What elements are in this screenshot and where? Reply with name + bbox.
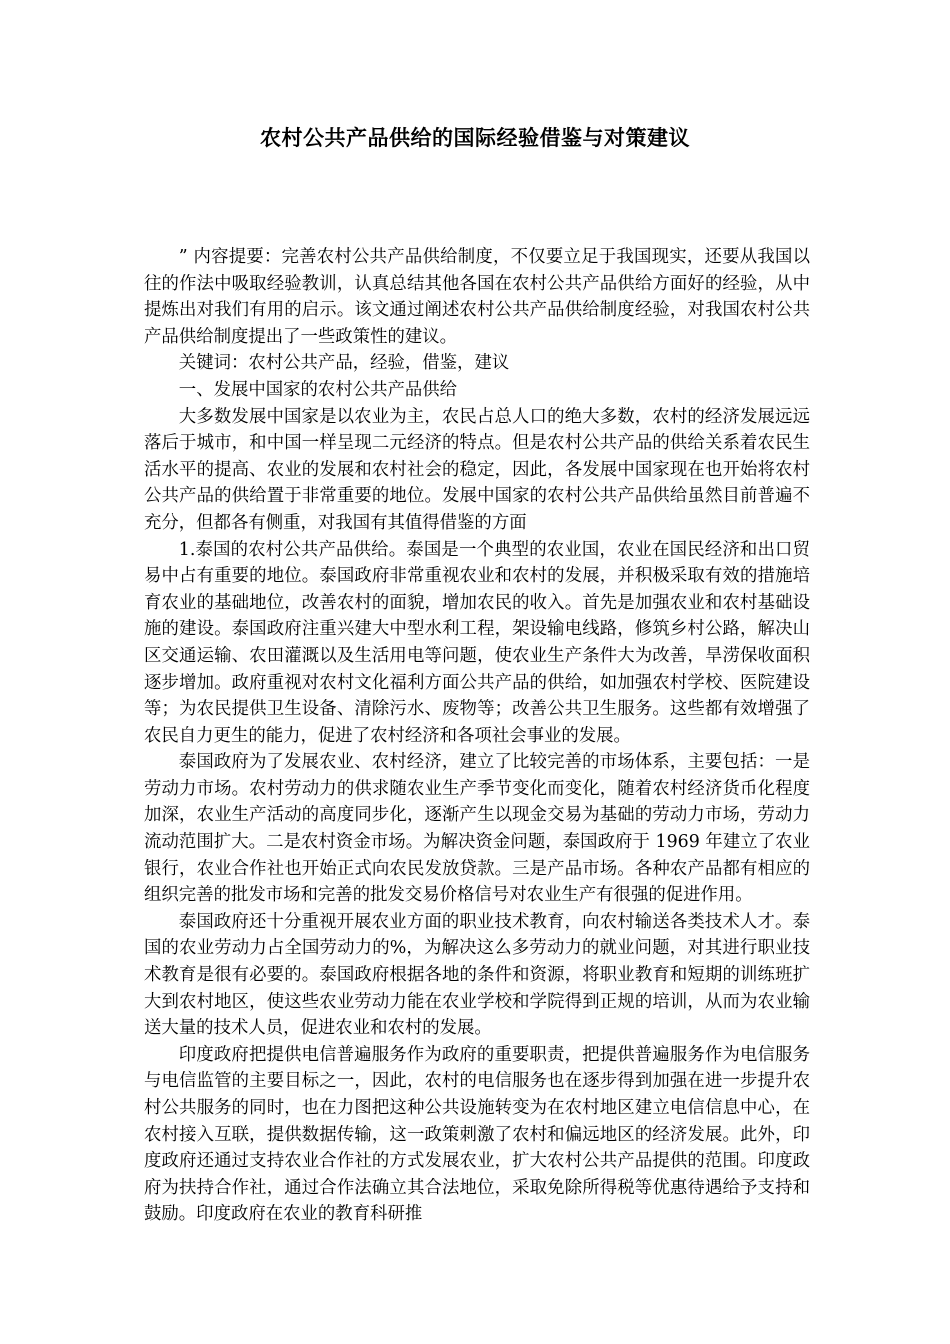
body-paragraph: 泰国政府还十分重视开展农业方面的职业技术教育，向农村输送各类技术人才。泰国的农业劳动力占全国劳动力的%，为解决这么多劳动力的就业问题，对其进行职业技术教育是很有必要的。泰国政府根据各地的条件和资源，将职业教育和短期的训练班扩大到农村地区，使这些农业劳动力能在农业学校和学院得到正规的培训，从而为农业输送大量的技术人员，促进农业和农村的发展。 <box>144 911 810 1039</box>
body-paragraph: 大多数发展中国家是以农业为主，农民占总人口的绝大多数，农村的经济发展远远落后于城市，和中国一样呈现二元经济的特点。但是农村公共产品的供给关系着农民生活水平的提高、农业的发展和农村社会的稳定，因此，各发展中国家现在也开始将农村公共产品的供给置于非常重要的地位。发展中国家的农村公共产品供给虽然目前普遍不充分，但都各有侧重，对我国有其值得借鉴的方面 <box>144 406 810 533</box>
document-title: 农村公共产品供给的国际经验借鉴与对策建议 <box>260 126 690 150</box>
abstract-paragraph: ” 内容提要：完善农村公共产品供给制度，不仅要立足于我国现实，还要从我国以往的作法中吸取经验教训，认真总结其他各国在农村公共产品供给方面好的经验，从中提炼出对我们有用的启示。该文通过阐述农村公共产品供给制度经验，对我国农村公共产品供给制度提出了一些政策性的建议。 <box>144 247 810 347</box>
document-body <box>144 244 810 1228</box>
keywords-line: 关键词：农村公共产品，经验，借鉴，建议 <box>178 353 510 374</box>
body-paragraph: 泰国政府为了发展农业、农村经济，建立了比较完善的市场体系，主要包括：一是劳动力市场。农村劳动力的供求随农业生产季节变化而变化，随着农村经济货币化程度加深，农业生产活动的高度同步化，逐渐产生以现金交易为基础的劳动力市场，劳动力流动范围扩大。二是农村资金市场。为解决资金问题，泰国政府于 1969 年建立了农业银行，农业合作社也开始正式向农民发放贷款。三是产品市场。各种农产品都有相应的组织完善的批发市场和完善的批发交易价格信号对农业生产有很强的促进作用。 <box>144 752 810 906</box>
section-heading: 一、发展中国家的农村公共产品供给 <box>178 379 458 400</box>
body-paragraph: 1.泰国的农村公共产品供给。泰国是一个典型的农业国，农业在国民经济和出口贸易中占有重要的地位。泰国政府非常重视农业和农村的发展，并积极采取有效的措施培育农业的基础地位，改善农村的面貌，增加农民的收入。首先是加强农业和农村基础设施的建设。泰国政府注重兴建大中型水利工程，架设输电线路，修筑乡村公路，解决山区交通运输、农田灌溉以及生活用电等问题，使农业生产条件大为改善，旱涝保收面积逐步增加。政府重视对农村文化福利方面公共产品的供给，如加强农村学校、医院建设等；为农民提供卫生设备、清除污水、废物等；改善公共卫生服务。这些都有效增强了农民自力更生的能力，促进了农村经济和各项社会事业的发展。 <box>144 539 810 746</box>
body-paragraph: 印度政府把提供电信普遍服务作为政府的重要职责，把提供普遍服务作为电信服务与电信监管的主要目标之一，因此，农村的电信服务也在逐步得到加强在进一步提升农村公共服务的同时，也在力图把这种公共设施转变为在农村地区建立电信信息中心，在农村接入互联，提供数据传输，这一政策刺激了农村和偏远地区的经济发展。此外，印度政府还通过支持农业合作社的方式发展农业，扩大农村公共产品提供的范围。印度政府为扶持合作社，通过合作法确立其合法地位，采取免除所得税等优惠待遇给予支持和鼓励。印度政府在农业的教育科研推 <box>144 1044 810 1225</box>
